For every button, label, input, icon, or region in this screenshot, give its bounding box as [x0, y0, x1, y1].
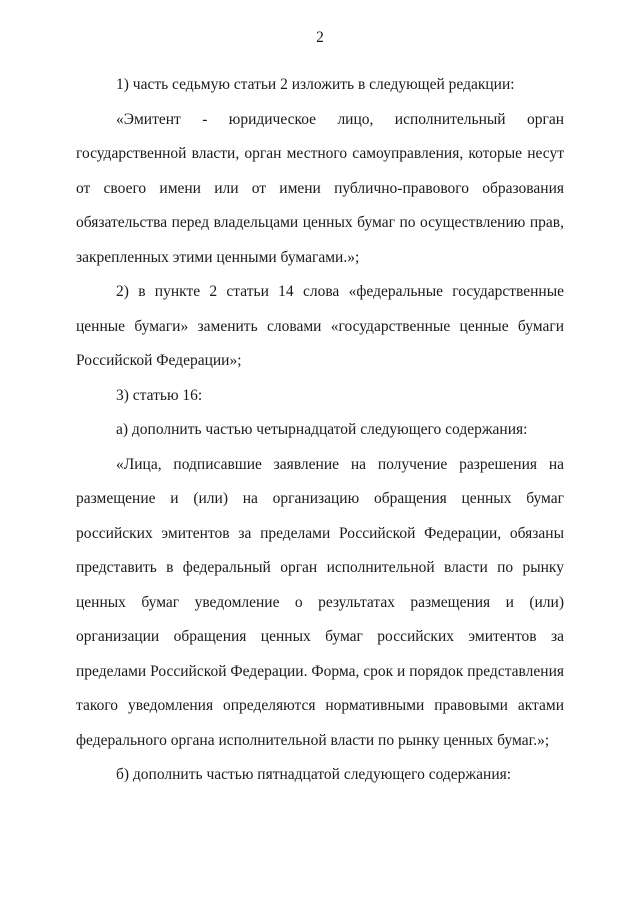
- paragraph-amendment-3a: а) дополнить частью четырнадцатой следующего содержания:: [116, 421, 528, 438]
- document-body: [76, 68, 564, 793]
- paragraph-amendment-3b: б) дополнить частью пятнадцатой следующего содержания:: [116, 766, 512, 783]
- paragraph-amendment-3: 3) статью 16:: [116, 386, 203, 404]
- paragraph-notification-text: «Лица, подписавшие заявление на получение разрешения на размещение и (или) на организацию обращения ценных бумаг российских эмитентов за пределами Российской Федерации, обязаны представить в федеральный орган исполнительной власти по рынку ценных бумаг уведомление о результатах размещения и (или) организации обращения ценных бумаг российских эмитентов за пределами Российской Федерации. Форма, срок и порядок представления такого уведомления определяются нормативными правовыми актами федерального органа исполнительной власти по рынку ценных бумаг.»;: [76, 455, 564, 749]
- page-number: 2: [316, 29, 324, 46]
- paragraph-amendment-1: 1) часть седьмую статьи 2 изложить в следующей редакции:: [116, 76, 515, 93]
- paragraph-issuer-definition: «Эмитент - юридическое лицо, исполнительный орган государственной власти, орган местного самоуправления, которые несут от своего имени или от имени публично-правового образования обязательства перед владельцами ценных бумаг по осуществлению прав, закрепленных этими ценными бумагами.»;: [76, 110, 564, 266]
- paragraph-amendment-2: 2) в пункте 2 статьи 14 слова «федеральные государственные ценные бумаги» заменить словами «государственные ценные бумаги Российской Федерации»;: [76, 283, 564, 369]
